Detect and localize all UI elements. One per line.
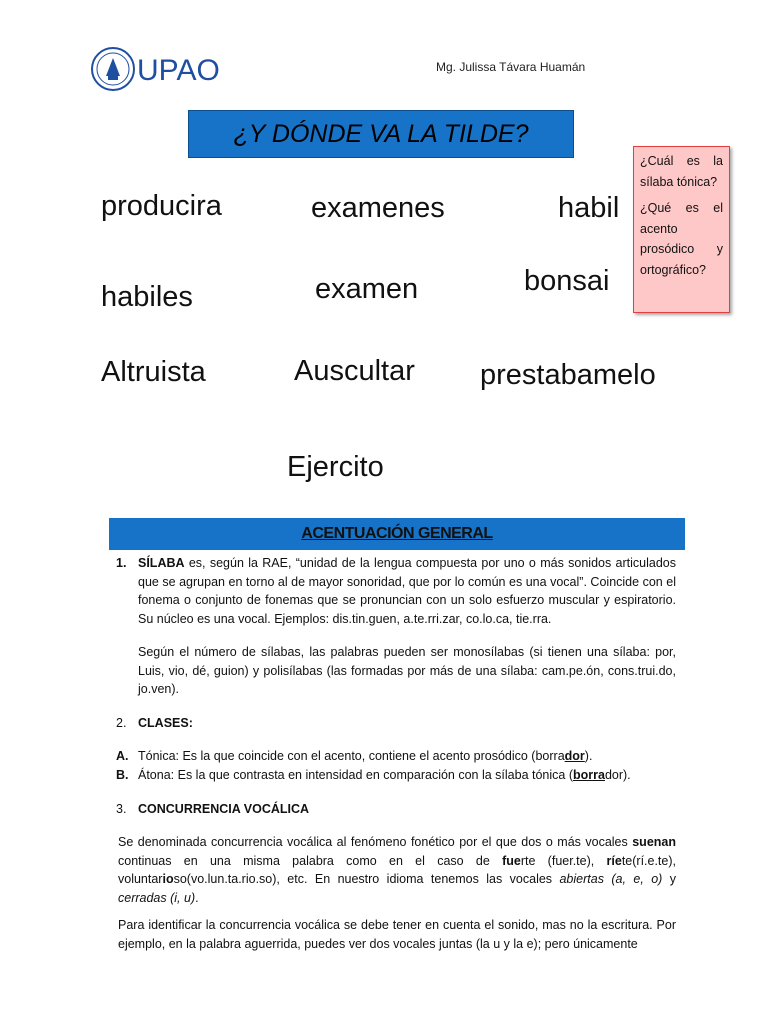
item1-paragraph-2: Según el número de sílabas, las palabras pueden ser monosílabas (si tienen una sílaba: por, Luis, vio, dé, guion) y polisílabas (las formadas por más de una sílaba: cam.pe.ón, cons.trui.do, jo.ven). [138,645,676,697]
item3-paragraph-1 [118,833,676,907]
item-a-end: ). [584,749,593,763]
item-a-text [138,747,678,766]
item1-term: SÍLABA [138,556,185,570]
word-examen: examen [315,273,419,305]
word-examenes: examenes [311,192,445,224]
p3-y: y [662,872,676,887]
word-habil: habil [558,192,620,224]
word-prestabamelo: prestabamelo [480,359,656,391]
p3-text-b: continuas en una misma palabra como en el caso de [118,853,503,868]
item-a-body: Tónica: Es la que coincide con el acento, contiene el acento prosódico (borra [138,749,565,763]
logo-text: UPAO [137,54,220,87]
section-title: ACENTUACIÓN GENERAL [301,525,493,542]
question-box [633,146,730,313]
item-b-text [138,766,678,785]
item-a-letter: A. [116,749,129,763]
question-2: ¿Qué es el acento prosódico y ortográfico? [640,201,723,277]
word-bonsai: bonsai [524,265,610,297]
word-auscultar: Auscultar [294,355,415,387]
item-b-letter: B. [116,768,129,782]
p3-bold-fue: fue [502,853,521,868]
item3-number: 3. [116,802,127,816]
item1-paragraph [138,554,676,628]
author-name: Mg. Julissa Távara Huamán [436,60,586,74]
item-a-stressed: dor [564,749,585,763]
item3-title: CONCURRENCIA VOCÁLICA [138,802,310,816]
item2-number: 2. [116,716,127,730]
banner-title: ¿Y DÓNDE VA LA TILDE? [233,119,529,148]
p3-cerradas: cerradas [118,890,167,905]
word-producira: producira [101,190,222,222]
item-b-stressed: borra [573,768,605,782]
p3-text-mid2: te(rí.e.te), voluntar [118,853,676,887]
p3-bold-suenan: suenan [632,835,676,849]
title-banner [188,110,574,158]
section-header [109,518,685,550]
word-ejercito: Ejercito [287,451,384,483]
p3-dot: . [195,890,199,905]
p3-bold-io: io [162,872,174,887]
word-habiles: habiles [101,281,193,313]
p3-text-end: so(vo.lun.ta.rio.so), etc. En nuestro idioma tenemos las vocales [173,872,560,887]
p3-closed-list: (i, u) [166,890,196,905]
item-b-body: Átona: Es la que contrasta en intensidad en comparación con la sílaba tónica ( [138,768,573,782]
item1-number: 1. [116,556,127,570]
p3-bold-rie: ríe [606,853,622,868]
item3-paragraph-2: Para identificar la concurrencia vocálica se debe tener en cuenta el sonido, mas no la escritura. Por ejemplo, en la palabra aguerrida, puedes ver dos vocales juntas (la u y la e); pero únicamente [118,918,676,951]
question-1: ¿Cuál es la sílaba tónica? [640,154,723,189]
upao-logo [90,40,230,98]
p3-text-mid: rte (fuer.te), [520,853,607,868]
p3-text-a: Se denominada concurrencia vocálica al fenómeno fonético por el que dos o más vocales [118,835,633,849]
item-b-end: dor). [604,768,631,782]
item1-text: es, según la RAE, “unidad de la lengua compuesta por uno o más sonidos articulados que se agrupan en torno al de mayor sonoridad, que por lo común es una vocal”. Coincide con el fonema o conjunto de fonemas que se pronuncian con un solo esfuerzo muscular y espiratorio. Su núcleo es una vocal. Ejemplos: dis.tin.guen, a.te.rri.zar, co.lo.ca, tie.rra. [138,556,676,626]
p3-abiertas: abiertas [559,872,604,887]
word-altruista: Altruista [101,356,206,388]
p3-open-list: (a, e, o) [603,872,663,887]
item2-title: CLASES: [138,716,193,730]
